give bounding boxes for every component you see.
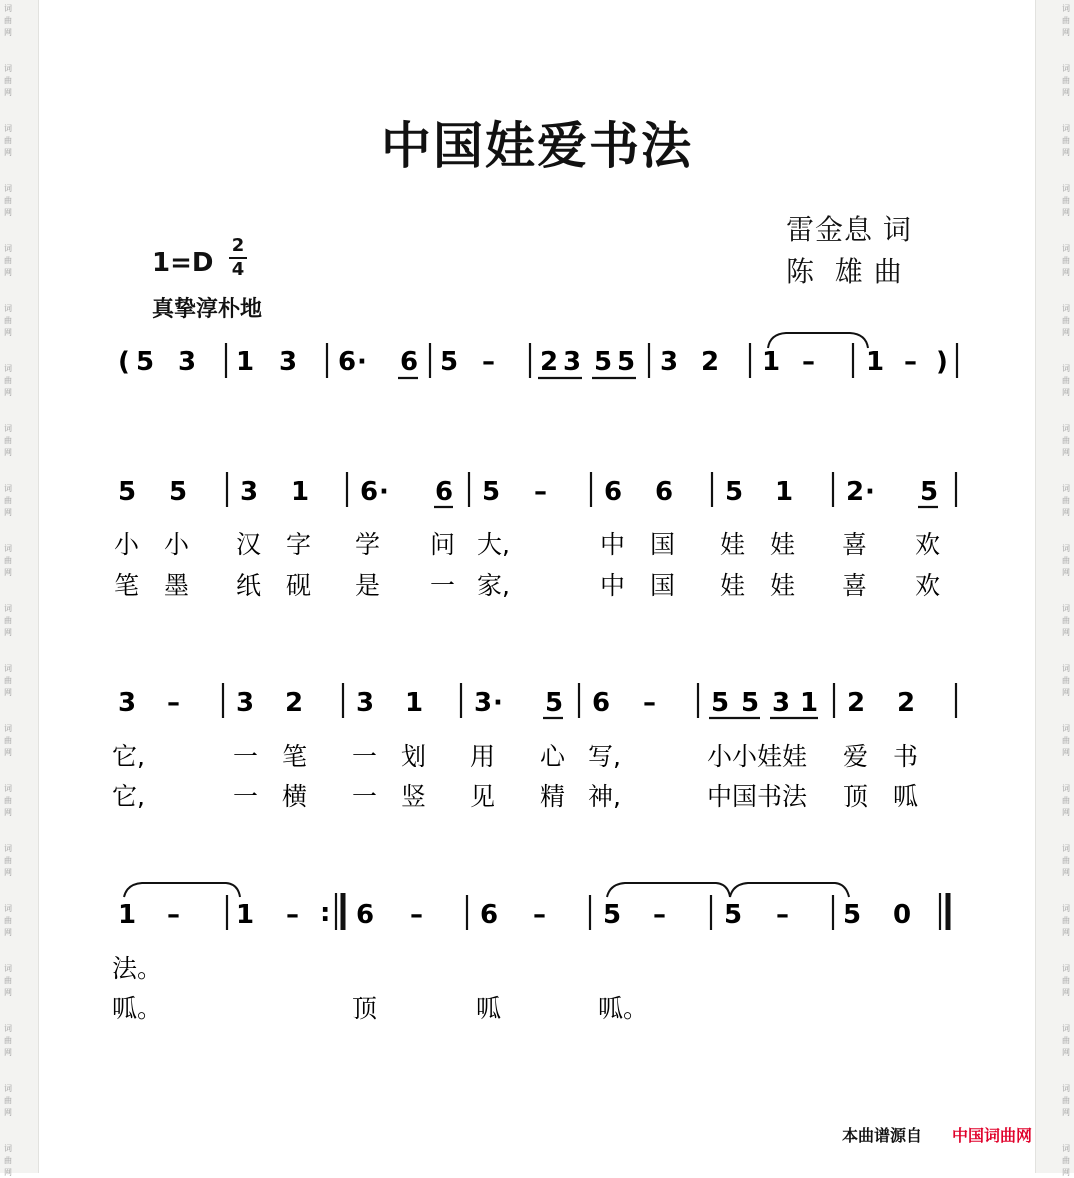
lyric: 一 [352,782,378,811]
watermark-glyph: 曲 [4,976,12,985]
tie [124,883,240,897]
watermark-glyph: 曲 [1062,736,1070,745]
staff-line-3 [112,683,956,811]
watermark-glyph: 词 [4,1024,12,1033]
watermark-glyph: 网 [1062,448,1070,457]
watermark-glyph: 网 [4,808,12,817]
tempo-marking: 真挚淳朴地 [152,297,263,322]
watermark-glyph: 词 [1062,1144,1070,1153]
lyric: 喜 [842,530,868,559]
watermark-glyph: 网 [1062,1168,1070,1177]
watermark-glyph: 词 [4,484,12,493]
lyric: 呱。 [598,994,649,1023]
lyric: 爱 [843,742,869,771]
watermark-glyph: 网 [4,28,12,37]
lyric: 神, [588,782,621,811]
note: 5 [440,347,459,377]
lyric: 横 [282,782,308,811]
watermark-glyph: 曲 [4,556,12,565]
watermark-glyph: 曲 [1062,256,1070,265]
note: 1 [405,688,424,718]
note: 2 [540,347,559,377]
watermark-glyph: 曲 [4,1036,12,1045]
staff-line-1 [118,333,957,378]
watermark-glyph: 曲 [4,316,12,325]
note: 3 [240,477,259,507]
lyricist-credit: 雷金息 词 [786,213,912,246]
lyric: 娃 [720,530,746,559]
watermark-glyph: 词 [4,904,12,913]
lyric: 纸 [236,571,262,600]
lyric: 中 [600,571,626,600]
note: 1 [236,900,255,930]
note: 2 [701,347,720,377]
watermark-glyph: 网 [4,748,12,757]
note: 6 [435,477,454,507]
lyric: 小 [114,530,140,559]
watermark-glyph: 网 [1062,148,1070,157]
watermark-glyph: 词 [4,1084,12,1093]
watermark-glyph: 网 [1062,628,1070,637]
watermark-glyph: 网 [4,988,12,997]
note: 6 [400,347,419,377]
dash: – [167,900,180,930]
note: 5 [920,477,939,507]
tie [730,883,849,897]
note: 5 [136,347,155,377]
note: 1 [762,347,781,377]
note: 6 [338,347,357,377]
watermark-glyph: 网 [1062,1048,1070,1057]
watermark-glyph: 曲 [4,1096,12,1105]
watermark-glyph: 曲 [1062,136,1070,145]
watermark-glyph: 词 [1062,484,1070,493]
dash: – [802,347,815,377]
note: 0 [893,900,912,930]
lyric: 娃 [770,530,796,559]
watermark-glyph: 词 [4,724,12,733]
watermark-glyph: 网 [4,268,12,277]
watermark-glyph: 词 [1062,784,1070,793]
note: 3 [236,688,255,718]
tie [607,883,730,897]
note: 5 [118,477,137,507]
note: 1 [866,347,885,377]
note: 3 [178,347,197,377]
watermark-glyph: 网 [1062,88,1070,97]
watermark-glyph: 网 [4,628,12,637]
note: 5 [594,347,613,377]
lyric: 大, [477,530,510,559]
note: 3 [772,688,791,718]
watermark-glyph: 网 [4,568,12,577]
dot: · [379,477,389,507]
watermark-glyph: 曲 [1062,496,1070,505]
lyric: 小小娃娃 [707,742,808,771]
watermark-glyph: 词 [4,64,12,73]
note: 5 [169,477,188,507]
lyric: 笔 [114,571,140,600]
watermark-glyph: 网 [1062,388,1070,397]
watermark-glyph: 词 [1062,1084,1070,1093]
watermark-glyph: 网 [4,208,12,217]
watermark-glyph: 网 [1062,568,1070,577]
note: 5 [711,688,730,718]
key-signature: 1=D [152,248,214,278]
watermark-glyph: 词 [1062,664,1070,673]
watermark-glyph: 网 [4,1048,12,1057]
note: 5 [724,900,743,930]
lyric: 是 [355,571,381,600]
watermark-glyph: 词 [1062,424,1070,433]
note: 6 [480,900,499,930]
dot: · [357,347,367,377]
lyric: 笔 [282,742,308,771]
watermark-glyph: 词 [4,364,12,373]
watermark-glyph: 曲 [4,496,12,505]
watermark-glyph: 曲 [4,376,12,385]
note: 1 [118,900,137,930]
lyric: 学 [355,530,381,559]
lyric: 顶 [843,782,869,811]
watermark-glyph: 曲 [4,916,12,925]
watermark-glyph: 词 [1062,304,1070,313]
lyric: 娃 [720,571,746,600]
watermark-glyph: 网 [1062,748,1070,757]
dash: – [410,900,423,930]
watermark-glyph: 曲 [1062,376,1070,385]
dash: – [776,900,789,930]
watermark-glyph: 词 [4,784,12,793]
time-signature-top: 2 [231,235,245,256]
composer-credit: 陈 雄 曲 [786,255,903,288]
note: 2 [897,688,916,718]
lyric: 划 [401,742,427,771]
watermark-glyph: 曲 [1062,1156,1070,1165]
watermark-glyph: 词 [4,124,12,133]
note: 5 [741,688,760,718]
watermark-glyph: 词 [1062,544,1070,553]
watermark-glyph: 词 [4,604,12,613]
note: 5 [482,477,501,507]
watermark-glyph: 曲 [1062,76,1070,85]
watermark-glyph: 曲 [4,436,12,445]
lyric: 小 [164,530,190,559]
note: 5 [617,347,636,377]
dash: – [167,688,180,718]
dot: · [493,688,503,718]
watermark-glyph: 曲 [1062,856,1070,865]
dash: – [482,347,495,377]
lyric: 一 [430,571,456,600]
watermark-glyph: 词 [4,304,12,313]
watermark-glyph: 网 [4,508,12,517]
watermark-glyph: 曲 [1062,676,1070,685]
lyric: 一 [233,742,259,771]
lyric: 呱 [893,782,919,811]
lyric: 字 [286,530,312,559]
note: 2 [847,688,866,718]
watermark-glyph: 词 [4,664,12,673]
lyric: 法。 [112,954,163,983]
watermark-glyph: 词 [1062,64,1070,73]
watermark-glyph: 词 [1062,4,1070,13]
watermark-glyph: 曲 [4,196,12,205]
lyric: 一 [233,782,259,811]
watermark-glyph: 词 [4,244,12,253]
note: 5 [603,900,622,930]
watermark-glyph: 曲 [1062,616,1070,625]
watermark-glyph: 词 [1062,724,1070,733]
watermark-glyph: 词 [1062,844,1070,853]
watermark-glyph: 曲 [1062,796,1070,805]
watermark-glyph: 词 [1062,1024,1070,1033]
lyric: 呱 [476,994,502,1023]
lyric: 精 [540,782,566,811]
watermark-glyph: 网 [4,1168,12,1177]
watermark-glyph: 词 [1062,364,1070,373]
ties [124,883,849,897]
lyric: 书 [893,742,919,771]
lyric: 喜 [842,571,868,600]
watermark-glyph: 网 [4,148,12,157]
watermark-glyph: 网 [1062,328,1070,337]
lyric: 它, [112,742,145,771]
lyrics-verse-2 [114,571,940,600]
watermark-glyph: 网 [4,928,12,937]
lyric: 欢 [915,571,941,600]
note: ) [936,347,948,377]
lyrics-verse-1 [112,742,918,771]
watermark-glyph: 网 [1062,868,1070,877]
barlines [227,893,948,930]
lyric: 一 [352,742,378,771]
watermark-glyph: 网 [1062,928,1070,937]
dot: · [865,477,875,507]
repeat-dots: : [320,898,331,928]
note: 1 [291,477,310,507]
lyric: 写, [588,742,621,771]
watermark-glyph: 曲 [1062,316,1070,325]
watermark-glyph: 词 [4,4,12,13]
watermark-glyph: 网 [4,868,12,877]
lyrics-verse-2 [112,782,918,811]
lyrics-verse-1 [114,530,940,559]
staff-line-2 [114,472,956,600]
watermark-glyph: 网 [4,448,12,457]
watermark-glyph: 曲 [1062,1036,1070,1045]
watermark-glyph: 词 [1062,124,1070,133]
lyric: 砚 [286,571,312,600]
lyric: 国 [650,530,676,559]
watermark-glyph: 网 [1062,1108,1070,1117]
dash: – [643,688,656,718]
lyric: 竖 [401,782,427,811]
watermark-glyph: 网 [1062,508,1070,517]
lyric: 它, [112,782,145,811]
note: 3 [660,347,679,377]
watermark-glyph: 网 [4,388,12,397]
note: 3 [474,688,493,718]
watermark-glyph: 曲 [4,1156,12,1165]
note: 2 [285,688,304,718]
lyric: 问 [430,530,456,559]
watermark-glyph: 网 [1062,208,1070,217]
watermark-glyph: 曲 [1062,436,1070,445]
barlines [226,343,957,378]
watermark-glyph: 网 [1062,268,1070,277]
lyric: 顶 [352,994,378,1023]
note: 6 [592,688,611,718]
watermark-glyph: 词 [1062,184,1070,193]
watermark-glyph: 网 [1062,988,1070,997]
lyric: 国 [650,571,676,600]
watermark-glyph: 网 [1062,28,1070,37]
watermark-glyph: 曲 [4,136,12,145]
note: 1 [800,688,819,718]
watermark-glyph: 网 [4,88,12,97]
watermark-glyph: 词 [1062,604,1070,613]
watermark-glyph: 曲 [4,796,12,805]
watermark-glyph: 词 [4,964,12,973]
watermark-glyph: 曲 [4,856,12,865]
note: 5 [545,688,564,718]
note: 3 [279,347,298,377]
note: ( [118,347,130,377]
watermark-glyph: 曲 [1062,16,1070,25]
watermark-glyph: 曲 [4,16,12,25]
watermark-glyph: 网 [4,328,12,337]
lyric: 家, [477,571,510,600]
watermark-glyph: 曲 [4,256,12,265]
note: 1 [775,477,794,507]
watermark-glyph: 曲 [1062,196,1070,205]
watermark-glyph: 曲 [4,676,12,685]
dash: – [286,900,299,930]
watermark-glyph: 曲 [1062,916,1070,925]
note: 1 [236,347,255,377]
dash: – [904,347,917,377]
lyric: 汉 [236,530,262,559]
watermark-glyph: 词 [1062,904,1070,913]
time-signature-bottom: 4 [231,259,245,280]
note: 6 [360,477,379,507]
watermark-glyph: 曲 [4,76,12,85]
lyric: 用 [470,742,496,771]
watermark-glyph: 曲 [4,616,12,625]
watermark-glyph: 词 [1062,964,1070,973]
lyric: 娃 [770,571,796,600]
watermark-glyph: 网 [4,688,12,697]
lyric: 中国书法 [707,782,808,811]
lyric: 墨 [164,571,190,600]
note: 6 [655,477,674,507]
watermark-glyph: 词 [4,1144,12,1153]
watermark-glyph: 词 [4,184,12,193]
note: 3 [118,688,137,718]
note: 2 [846,477,865,507]
note: 5 [725,477,744,507]
watermark-glyph: 网 [1062,688,1070,697]
watermark-glyph: 曲 [1062,1096,1070,1105]
source-site-link[interactable]: 中国词曲网 [952,1126,1033,1145]
dash: – [534,477,547,507]
watermark-glyph: 词 [4,544,12,553]
watermark-glyph: 词 [4,844,12,853]
lyric: 欢 [915,530,941,559]
dash: – [653,900,666,930]
watermark-glyph: 词 [1062,244,1070,253]
note: 3 [356,688,375,718]
song-title: 中国娃爱书法 [381,116,693,175]
source-label: 本曲谱源自 [842,1126,923,1145]
watermark-glyph: 曲 [1062,556,1070,565]
watermark-glyph: 曲 [1062,976,1070,985]
note: 3 [563,347,582,377]
staff-line-4 [112,883,948,1023]
lyric: 见 [470,782,496,811]
note: 6 [604,477,623,507]
watermark-glyph: 网 [1062,808,1070,817]
lyric: 中 [600,530,626,559]
note: 5 [843,900,862,930]
dash: – [533,900,546,930]
watermark-glyph: 词 [4,424,12,433]
lyric: 心 [540,742,566,771]
lyric: 呱。 [112,994,163,1023]
note: 6 [356,900,375,930]
watermark-glyph: 曲 [4,736,12,745]
watermark-glyph: 网 [4,1108,12,1117]
